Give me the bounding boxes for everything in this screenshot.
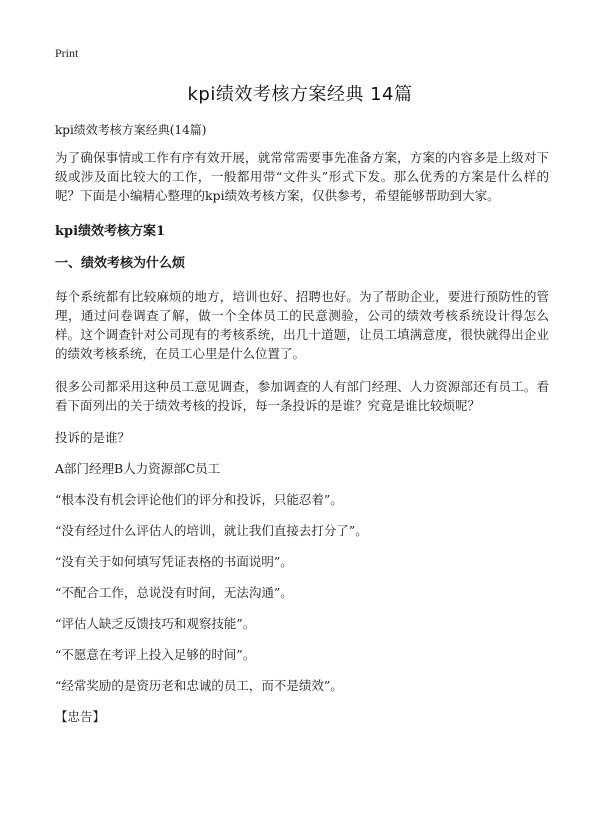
advice-label: 【忠告】	[55, 709, 106, 724]
body-paragraph-1: 每个系统都有比较麻烦的地方，培训也好、招聘也好。为了帮助企业，要进行预防性的管理，通过问卷调查了解，做一个全体员工的民意测验，公司的绩效考核系统设计得怎么样。这个调查针对公司现有的考核系统，出几十道题，让员工填满意度，很快就得出企业的绩效考核系统，在员工心里是什么位置了。	[55, 289, 549, 361]
document-subtitle: kpi绩效考核方案经典(14篇)	[55, 123, 207, 137]
complaint-item: “根本没有机会评论他们的评分和投诉，只能忍着”。	[55, 492, 343, 507]
complaint-item: “不愿意在考评上投入足够的时间”。	[55, 647, 256, 662]
print-label: Print	[55, 46, 79, 60]
complaint-item: “不配合工作，总说没有时间，无法沟通”。	[55, 585, 293, 600]
complaint-item: “没有经过什么评估人的培训，就让我们直接去打分了”。	[55, 523, 368, 538]
section-title: kpi绩效考核方案1	[55, 224, 166, 239]
complaint-item: “没有关于如何填写凭证表格的书面说明”。	[55, 554, 293, 569]
options-line: A部门经理B人力资源部C员工	[55, 461, 221, 476]
complaint-item: “评估人缺乏反馈技巧和观察技能”。	[55, 616, 256, 631]
question-line: 投诉的是谁？	[55, 430, 131, 445]
body-paragraph-2: 很多公司都采用这种员工意见调查，参加调查的人有部门经理、人力资源部还有员工。看看下面列出的关于绩效考核的投诉，每一条投诉的是谁？究竟是谁比较烦呢？	[55, 379, 549, 413]
complaint-item: “经常奖励的是资历老和忠诚的员工，而不是绩效”。	[55, 678, 343, 693]
document-title: kpi绩效考核方案经典 14篇	[187, 84, 413, 105]
section-heading: 一、绩效考核为什么烦	[55, 256, 186, 271]
intro-paragraph: 为了确保事情或工作有序有效开展，就常常需要事先准备方案，方案的内容多是上级对下级或涉及面比较大的工作，一般都用带“文件头”形式下发。那么优秀的方案是什么样的呢？下面是小编精心整理的kpi绩效考核方案，仅供参考，希望能够帮助到大家。	[55, 150, 549, 203]
document-body	[55, 122, 549, 739]
